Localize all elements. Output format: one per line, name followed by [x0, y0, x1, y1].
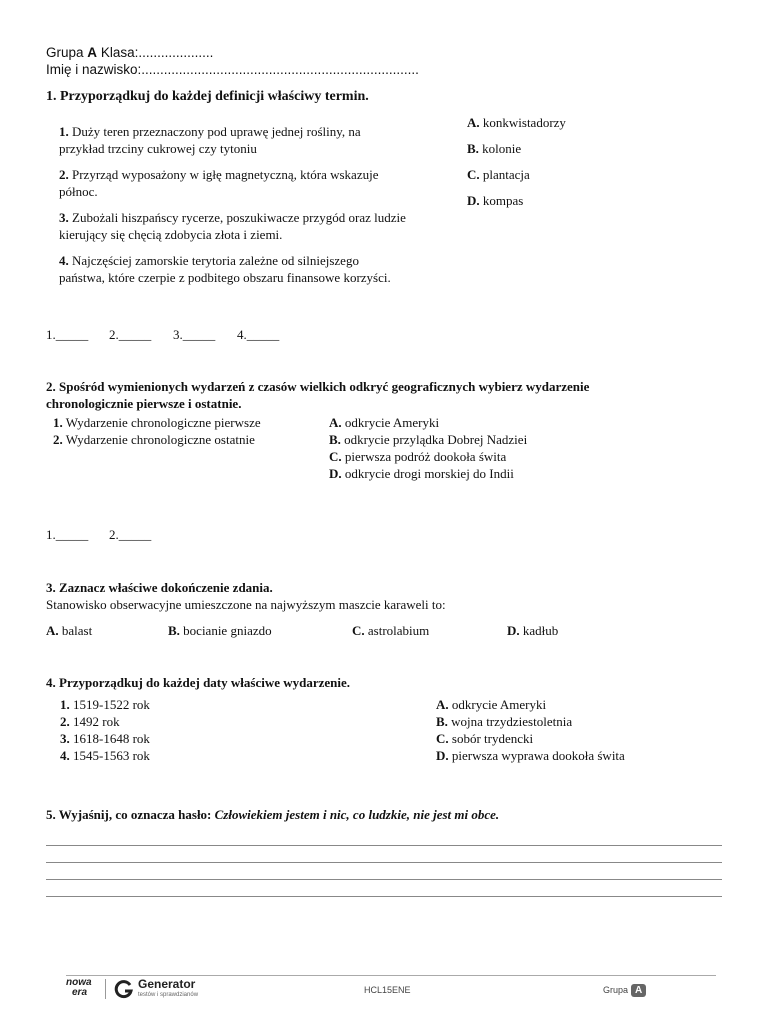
q1-definition: 2. Przyrząd wyposażony w igłę magnetyczną, która wskazuje północ. [59, 167, 379, 199]
q2-item: 2. Wydarzenie chronologiczne ostatnie [53, 432, 255, 447]
q4-date: 1. 1519-1522 rok [60, 697, 150, 712]
answer-line[interactable] [46, 896, 722, 897]
q5-title: 5. Wyjaśnij, co oznacza hasło: [46, 807, 212, 822]
q4-option: A. odkrycie Ameryki [436, 697, 547, 712]
name-line: Imię i nazwisko:.......................................................................... [46, 62, 419, 77]
q3-title: 3. Zaznacz właściwe dokończenie zdania. [46, 580, 273, 595]
q1-answer-blank[interactable]: 2._____ [109, 327, 152, 342]
q3-option[interactable]: A. balast [46, 623, 93, 638]
q4-title: 4. Przyporządkuj do każdej daty właściwe wydarzenie. [46, 675, 351, 690]
q2-option: C. pierwsza podróż dookoła świta [329, 449, 507, 464]
q4-option: C. sobór trydencki [436, 731, 534, 746]
answer-line[interactable] [46, 879, 722, 880]
group-value: A [87, 45, 98, 60]
q3-option[interactable]: B. bocianie gniazdo [168, 623, 272, 638]
q5-title-line [46, 806, 499, 823]
footer-divider [66, 975, 716, 976]
footer-group-badge: A [631, 984, 646, 997]
q1-definition: 3. Zubożali hiszpańscy rycerze, poszukiwacze przygód oraz ludzie kierujący się chęcią zdobycia złota i ziemi. [59, 210, 406, 242]
q1-option: B. kolonie [467, 141, 522, 156]
generator-title: Generator [138, 977, 196, 991]
q1-option: A. konkwistadorzy [467, 115, 566, 130]
q4-option: B. wojna trzydziestoletnia [436, 714, 573, 729]
answer-line[interactable] [46, 862, 722, 863]
q1-answer-blank[interactable]: 1._____ [46, 327, 89, 342]
q2-answer-blank[interactable]: 1._____ [46, 527, 89, 542]
q4-option: D. pierwsza wyprawa dookoła świta [436, 748, 625, 763]
footer-group [603, 984, 646, 997]
nowa-era-logo: nowa era [66, 977, 92, 998]
q1-option: D. kompas [467, 193, 524, 208]
q2-option: A. odkrycie Ameryki [329, 415, 440, 430]
q5-quote: Człowiekiem jestem i nic, co ludzkie, nie jest mi obce. [214, 807, 500, 822]
generator-subtitle: testów i sprawdzianów [138, 992, 199, 998]
q3-option[interactable]: C. astrolabium [352, 623, 430, 638]
class-label: Klasa:.................... [100, 45, 214, 60]
q2-item: 1. Wydarzenie chronologiczne pierwsze [53, 415, 261, 430]
q4-date: 2. 1492 rok [60, 714, 120, 729]
q2-title: 2. Spośród wymienionych wydarzeń z czasów wielkich odkryć geograficznych wybierz wydarzenie chronologicznie pierwsze i ostatnie. [46, 379, 590, 411]
q2-answer-blank[interactable]: 2._____ [109, 527, 152, 542]
group-class-line [46, 44, 213, 61]
q1-option: C. plantacja [467, 167, 530, 182]
generator-logo-icon [114, 979, 134, 999]
footer-group-label: Grupa [603, 985, 629, 995]
q1-answer-blank[interactable]: 3._____ [173, 327, 216, 342]
group-label: Grupa [46, 45, 84, 60]
footer-logo-separator [105, 979, 106, 999]
answer-line[interactable] [46, 845, 722, 846]
q1-definition: 1. Duży teren przeznaczony pod uprawę jednej rośliny, na przykład trzciny cukrowej czy tytoniu [59, 124, 361, 156]
document-code: HCL15ENE [364, 985, 411, 995]
q2-option: D. odkrycie drogi morskiej do Indii [329, 466, 514, 481]
q1-title: 1. Przyporządkuj do każdej definicji właściwy termin. [46, 89, 369, 104]
q4-date: 4. 1545-1563 rok [60, 748, 150, 763]
q4-date: 3. 1618-1648 rok [60, 731, 150, 746]
q1-definition: 4. Najczęściej zamorskie terytoria zależne od silniejszego państwa, które czerpie z podbitego obszaru finansowe korzyści. [59, 253, 391, 285]
q3-sentence: Stanowisko obserwacyjne umieszczone na najwyższym maszcie karaweli to: [46, 597, 446, 612]
q2-option: B. odkrycie przylądka Dobrej Nadziei [329, 432, 528, 447]
q1-answer-blank[interactable]: 4._____ [237, 327, 280, 342]
q3-option[interactable]: D. kadłub [507, 623, 559, 638]
